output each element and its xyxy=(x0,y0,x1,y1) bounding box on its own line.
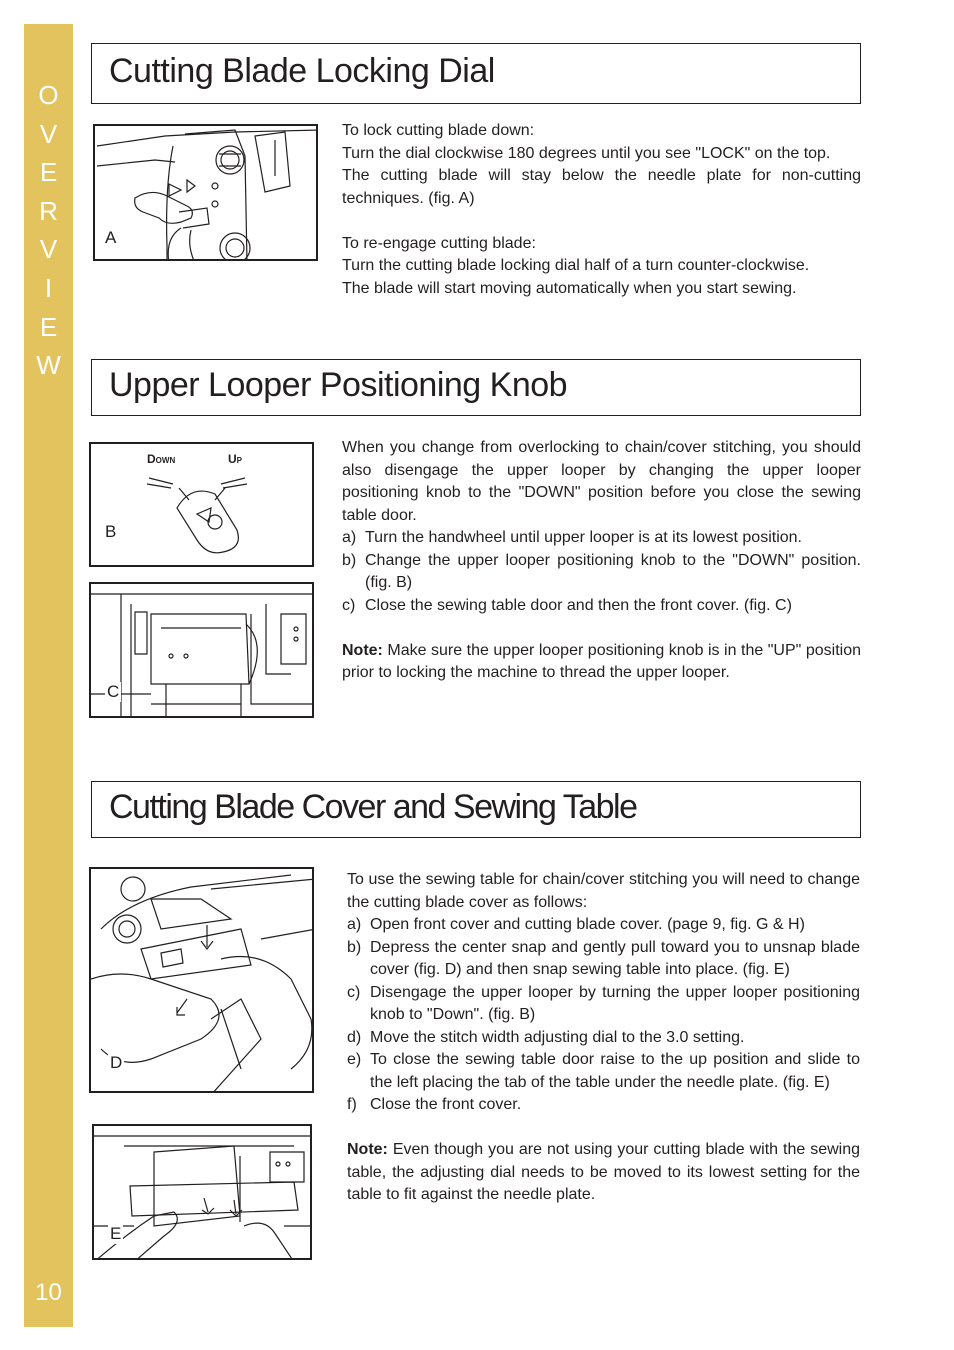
figure-a-illustration xyxy=(95,126,318,261)
sidebar xyxy=(24,24,73,1327)
list-item xyxy=(342,550,861,595)
section-title: Cutting Blade Cover and Sewing Table xyxy=(109,788,637,826)
figure-c xyxy=(89,582,314,718)
paragraph: The blade will start moving automatically when you start sewing. xyxy=(342,279,797,297)
sidebar-letter: V xyxy=(39,118,58,149)
knob-illustration xyxy=(91,444,314,567)
sidebar-letter: E xyxy=(39,157,58,188)
figure-e-illustration xyxy=(94,1126,312,1260)
list-text: Turn the handwheel until upper looper is at its lowest position. xyxy=(365,529,802,546)
list-text: Depress the center snap and gently pull toward you to unsnap blade cover (fig. D) and then snap sewing table into place. (fig. E) xyxy=(370,938,860,978)
section-heading-cutting-blade-cover xyxy=(91,781,861,838)
section-title: Upper Looper Positioning Knob xyxy=(109,366,568,404)
list-item xyxy=(342,595,861,618)
list-marker: f) xyxy=(347,1096,357,1113)
figure-d-illustration xyxy=(91,869,314,1093)
note-text: Even though you are not using your cutting blade with the sewing table, the adjusting dial needs to be moved to its lowest setting for the table to fit against the needle plate. xyxy=(347,1141,860,1203)
list-marker: b) xyxy=(347,938,362,956)
paragraph: When you change from overlocking to chain/cover stitching, you should also disengage the upper looper by changing the upper looper positioning knob to the "DOWN" position before you close the sewing table door. xyxy=(342,439,861,524)
paragraph: The cutting blade will stay below the needle plate for non-cutting techniques. (fig. A) xyxy=(342,167,861,207)
section-heading-cutting-blade-locking-dial xyxy=(91,43,861,104)
list-text: Close the front cover. xyxy=(370,1096,522,1113)
list-marker: e) xyxy=(347,1051,362,1068)
list-text: Change the upper looper positioning knob to the "DOWN" position. (fig. B) xyxy=(365,551,861,591)
figure-b xyxy=(89,442,314,567)
figure-c-illustration xyxy=(91,584,314,718)
section3-body xyxy=(347,869,860,1207)
figure-label: C xyxy=(107,682,120,701)
paragraph: Turn the cutting blade locking dial half of a turn counter-clockwise. xyxy=(342,257,810,274)
paragraph: To use the sewing table for chain/cover stitching you will need to change the cutting blade cover as follows: xyxy=(347,871,860,911)
section1-body xyxy=(342,120,861,300)
list-text: Move the stitch width adjusting dial to the 3.0 setting. xyxy=(370,1028,745,1046)
note-text: Make sure the upper looper positioning knob is in the "UP" position prior to locking the machine to thread the upper looper. xyxy=(342,641,861,681)
list-item xyxy=(347,1027,860,1050)
sidebar-letter: R xyxy=(39,195,58,226)
section2-body xyxy=(342,437,861,685)
list-item xyxy=(347,1049,860,1094)
sidebar-letter: I xyxy=(44,272,53,303)
sidebar-letter: V xyxy=(39,234,58,265)
figure-label: E xyxy=(110,1224,122,1243)
sidebar-letter: W xyxy=(36,350,61,381)
note-label: Note: xyxy=(342,641,383,659)
up-label: Up xyxy=(228,452,243,466)
list-marker: d) xyxy=(347,1028,362,1046)
list-item xyxy=(347,1094,860,1117)
list-item xyxy=(342,527,861,550)
figure-a xyxy=(93,124,318,261)
paragraph: To re-engage cutting blade: xyxy=(342,234,536,252)
list-marker: c) xyxy=(347,983,361,1001)
figure-d xyxy=(89,867,314,1093)
list-item xyxy=(347,937,860,982)
list-marker: a) xyxy=(342,529,357,546)
list-item xyxy=(347,914,860,937)
sidebar-title xyxy=(24,76,73,385)
sidebar-letter: E xyxy=(39,311,58,342)
list-text: Close the sewing table door and then the front cover. (fig. C) xyxy=(365,596,792,614)
figure-label: A xyxy=(105,228,117,247)
list-text: Open front cover and cutting blade cover. (page 9, fig. G & H) xyxy=(370,916,805,933)
figure-label: D xyxy=(110,1053,123,1072)
list-marker: a) xyxy=(347,916,362,933)
page-number: 10 xyxy=(35,1279,62,1306)
down-label: Down xyxy=(147,452,176,466)
section-title: Cutting Blade Locking Dial xyxy=(109,52,495,90)
figure-label: B xyxy=(105,522,117,541)
list-text: To close the sewing table door raise to the up position and slide to the left placing the tab of the table under the needle plate. (fig. E) xyxy=(370,1051,860,1091)
list-item xyxy=(347,982,860,1027)
list-marker: c) xyxy=(342,596,356,614)
list-text: Disengage the upper looper by turning the upper looper positioning knob to "Down". (fig. B) xyxy=(370,983,860,1023)
note xyxy=(347,1139,860,1207)
section-heading-upper-looper-positioning-knob xyxy=(91,359,861,416)
sidebar-letter: O xyxy=(38,80,59,110)
paragraph: To lock cutting blade down: xyxy=(342,122,535,139)
note xyxy=(342,640,861,685)
paragraph: Turn the dial clockwise 180 degrees until you see "LOCK" on the top. xyxy=(342,144,831,162)
note-label: Note: xyxy=(347,1141,388,1158)
list-marker: b) xyxy=(342,551,357,569)
figure-e xyxy=(92,1124,312,1260)
